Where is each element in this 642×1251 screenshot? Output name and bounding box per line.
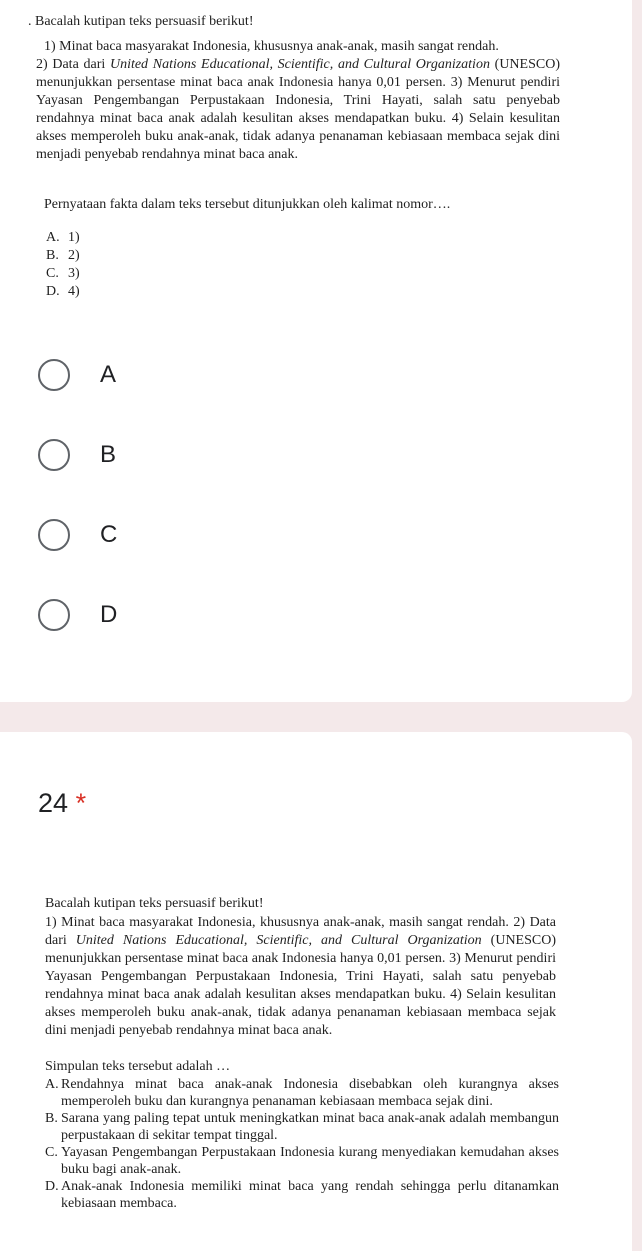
passage-sentence-1: 1) Minat baca masyarakat Indonesia, khususnya anak-anak, masih sangat rendah.	[44, 39, 499, 54]
radio-option-b[interactable]	[38, 439, 116, 471]
radio-option-d[interactable]	[38, 599, 117, 631]
passage-body	[36, 56, 560, 164]
question-passage	[36, 38, 560, 164]
passage-italic-text: United Nations Educational, Scientific, and Cultural Organization	[109, 57, 490, 72]
option-list	[46, 229, 80, 301]
radio-label: A	[100, 361, 117, 388]
question-intro: . Bacalah kutipan teks persuasif berikut!	[28, 14, 254, 29]
option-item: A. 1)	[46, 230, 80, 245]
radio-option-a[interactable]	[38, 359, 116, 391]
choice-item-a: A. Rendahnya minat baca anak-anak Indonesia disebabkan oleh kurangnya akses memperoleh buku dan kurangnya penanaman kebiasaan membaca sejak dini.	[45, 1077, 559, 1109]
question-number: 24	[38, 788, 69, 818]
option-item: C. 3)	[46, 266, 80, 281]
radio-label: B	[100, 441, 117, 468]
question-intro: Bacalah kutipan teks persuasif berikut!	[45, 896, 264, 911]
choice-item-c: C. Yayasan Pengembangan Perpustakaan Indonesia kurang menyediakan kemudahan akses buku bagi anak-anak.	[45, 1145, 559, 1177]
question-prompt: Simpulan teks tersebut adalah …	[45, 1059, 231, 1074]
radio-label: D	[100, 601, 118, 628]
option-item: D. 4)	[46, 284, 80, 299]
passage-text: 2) Data dari	[36, 57, 110, 72]
question-passage	[45, 914, 556, 1040]
radio-button[interactable]	[38, 359, 70, 391]
required-asterisk: *	[75, 788, 87, 818]
choice-item-b: B. Sarana yang paling tepat untuk meningkatkan minat baca anak-anak adalah membangun perpustakaan di sekitar tempat tinggal.	[45, 1111, 559, 1143]
passage-italic-text: United Nations Educational, Scientific, and Cultural Organization	[75, 933, 482, 948]
radio-button[interactable]	[38, 519, 70, 551]
question-prompt: Pernyataan fakta dalam teks tersebut ditunjukkan oleh kalimat nomor….	[44, 197, 451, 212]
radio-label: C	[100, 521, 118, 548]
radio-button[interactable]	[38, 439, 70, 471]
passage-text: 1) Minat baca masyarakat Indonesia, khususnya anak-anak, masih sangat rendah. 2) Data dari	[45, 915, 556, 948]
radio-option-c[interactable]	[38, 519, 117, 551]
passage-text: (UNESCO) menunjukkan persentase minat baca anak Indonesia hanya 0,01 persen. 3) Menurut pendiri Yayasan Pengembangan Perpustakaan Indonesia, Trini Hayati, salah satu penyebab rendahnya minat baca anak adalah kesulitan akses mendapatkan buku. 4) Selain kesulitan akses memperoleh buku anak-anak, tidak adanya penanaman kebiasaan membaca sejak dini menjadi penyebab rendahnya minat baca anak.	[36, 57, 560, 162]
radio-button[interactable]	[38, 599, 70, 631]
option-item: B. 2)	[46, 248, 80, 263]
choice-item-d: D. Anak-anak Indonesia memiliki minat baca yang rendah sehingga perlu ditanamkan kebiasaan membaca.	[45, 1179, 559, 1211]
passage-text: (UNESCO) menunjukkan persentase minat baca anak Indonesia hanya 0,01 persen. 3) Menurut pendiri Yayasan Pengembangan Perpustakaan Indonesia, Trini Hayati, salah satu penyebab rendahnya minat baca anak adalah kesulitan akses mendapatkan buku. 4) Selain kesulitan akses memperoleh buku anak-anak, tidak adanya penanaman kebiasaan membaca sejak dini menjadi penyebab rendahnya minat baca anak.	[45, 933, 556, 1038]
question-card-24	[0, 732, 632, 1251]
question-title	[38, 788, 86, 819]
choice-list	[45, 1076, 559, 1212]
